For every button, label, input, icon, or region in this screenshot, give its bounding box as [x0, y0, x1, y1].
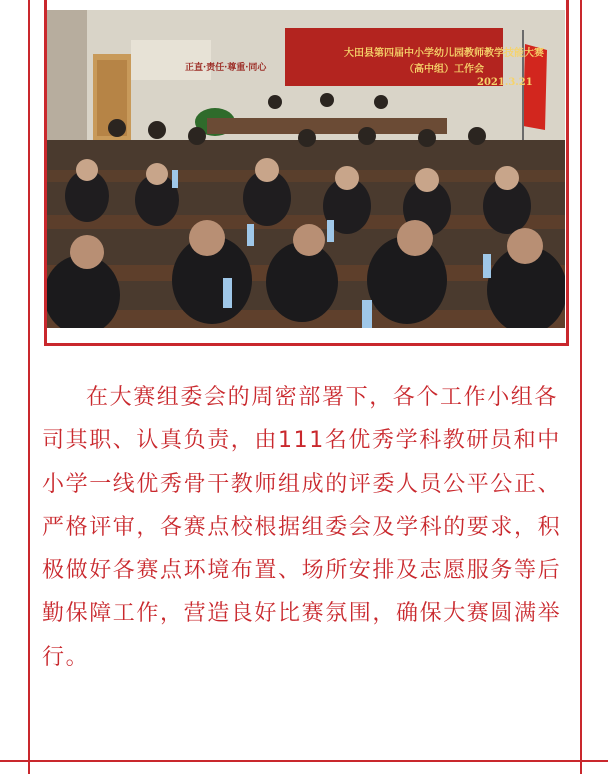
banner-line1: 大田县第四届中小学幼儿园教师教学技能大赛 [344, 48, 544, 59]
banner-line2: （高中组）工作会 [404, 64, 484, 75]
banner-date: 2021.3.21 [477, 77, 533, 88]
article-paragraph: 在大赛组委会的周密部署下，各个工作小组各司其职、认真负责，由111名优秀学科教研员和中小学一线优秀骨干教师组成的评委人员公平公正、严格评审，各赛点校根据组委会及学科的要求，积极做好各赛点环境布置、场所安排及志愿服务等后勤保障工作，营造良好比赛氛围，确保大赛圆满举行。 [42, 385, 562, 670]
outer-left-border [28, 0, 30, 774]
meeting-photo [47, 10, 565, 328]
bottom-divider [0, 760, 608, 762]
banner-title [336, 46, 552, 78]
wall-slogan: 正直·责任·尊重·同心 [185, 63, 267, 73]
photo-frame-bottom [44, 343, 569, 346]
outer-right-border [580, 0, 582, 774]
article-body [42, 376, 568, 679]
photo-frame-right [566, 0, 569, 345]
photo-frame-left [44, 0, 47, 345]
